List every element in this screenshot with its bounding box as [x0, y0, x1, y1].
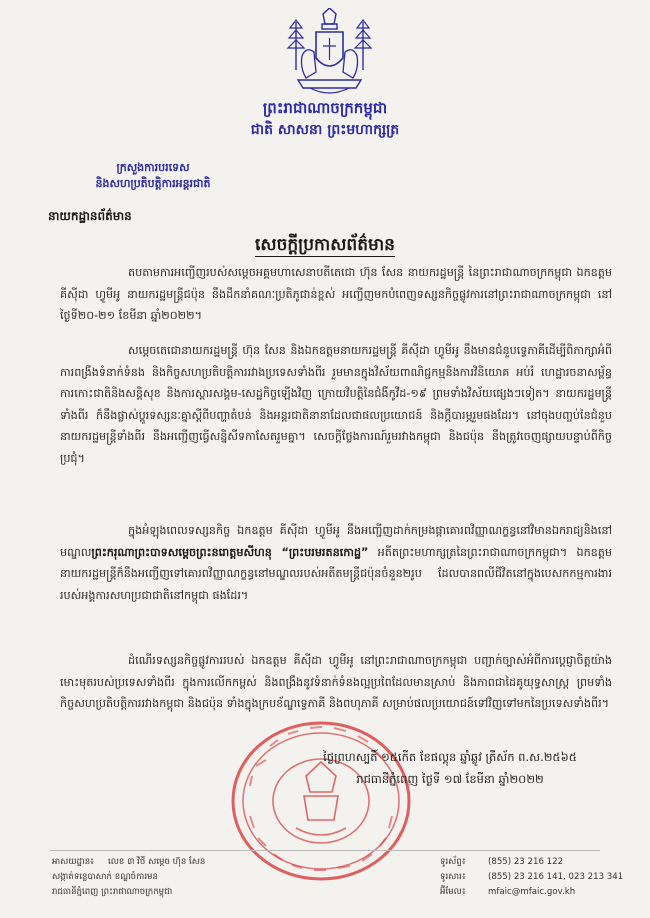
paragraph-2: [60, 340, 612, 510]
address-value: លេខ ៣ វិថី សម្តេច ហ៊ុន សែន: [108, 857, 206, 867]
paragraph-1: [60, 262, 612, 330]
phone-label: ទូរស័ព្ទ៖: [440, 857, 466, 867]
date-gregorian: រាជធានីភ្នំពេញ ថ្ងៃទី ១៧ ខែមីនា ឆ្នាំ២០២២: [356, 772, 544, 786]
department-name: នាយកដ្ឋានព័ត៌មាន: [48, 209, 132, 223]
paragraph-2-text: សម្តេចតេជោនាយករដ្ឋមន្ត្រី ហ៊ុន សែន និងឯកឧត្តមនាយករដ្ឋមន្ត្រី គីស៊ីដា ហ្វូមីអូ នឹងមានជំនួបទ្វេភាគីដើម្បីពិភាក្សាអំពីការពង្រឹងទំនាក់ទំនង និងកិច្ចសហប្រតិបត្តិការរវាងប្រទេសទាំងពីរ រួមមានក្នុងវិស័យពាណិជ្ជកម្មនិងការវិនិយោគ អប់រំ ហេដ្ឋារចនាសម្ព័ន្ធ ការកោះជាតិនិងសន្តិសុខ និងការស្តារសង្គម-សេដ្ឋកិច្ចឡើងវិញ ក្រោយវិបត្តិនៃជំងឺកូវីដ-១៩ ព្រមទាំងវិស័យផ្សេងៗទៀត។ នាយករដ្ឋមន្ត្រីទាំងពីរ ក៏នឹងផ្លាស់ប្តូរទស្សនៈគ្នាស្តីពីបញ្ហាតំបន់ និងអន្តរជាតិនានាដែលជាផលប្រយោជន៍ និងក្តីបារម្ភរួមផងដែរ។ នៅចុងបញ្ចប់នៃជំនួប នាយករដ្ឋមន្ត្រីទាំងពីរ នឹងអញ្ជើញធ្វើសន្និសីទកាសែតរួមគ្នា។ សេចក្តីថ្លែងការណ៍រួមរវាងកម្ពុជា និងជប៉ុន នឹងត្រូវចេញផ្សាយបន្ទាប់ពីកិច្ចប្រជុំ។: [60, 344, 612, 465]
footer-divider: [50, 850, 600, 851]
ministry-name-line1: ក្រសួងការបរទេស: [116, 161, 190, 174]
ministry-name: [38, 160, 268, 192]
document-title: [0, 234, 650, 259]
address-line-3: រាជធានីភ្នំពេញ ព្រះរាជាណាចក្រកម្ពុជា: [52, 887, 173, 897]
royal-coat-of-arms-icon: [282, 8, 377, 98]
phone-value: (855) 23 216 122: [488, 857, 564, 867]
paragraph-3: [60, 520, 612, 644]
email-label: អ៊ីមែល៖: [440, 887, 466, 897]
footer-contacts: [440, 855, 645, 900]
email-link[interactable]: mfaic@mfaic.gov.kh: [488, 887, 576, 897]
paragraph-1-text: តបតាមការអញ្ជើញរបស់សម្តេចអគ្គមហាសេនាបតីតេជោ ហ៊ុន សែន នាយករដ្ឋមន្ត្រី នៃព្រះរាជាណាចក្រកម្ពុជា ឯកឧត្តម គីស៊ីដា ហ្វូមីអូ នាយករដ្ឋមន្ត្រីជប៉ុន នឹងដឹកនាំគណៈប្រតិភូជាន់ខ្ពស់ អញ្ជើញមកបំពេញទស្សនកិច្ចផ្លូវការនៅព្រះរាជាណាចក្រកម្ពុជា នៅថ្ងៃទី២០-២១ ខែមីនា ឆ្នាំ២០២២។: [60, 266, 612, 323]
document-title-text: សេចក្តីប្រកាសព័ត៌មាន: [255, 235, 395, 255]
footer-address: [52, 855, 382, 900]
fax-label: ទូរសារ៖: [440, 872, 466, 882]
fax-value: (855) 23 216 141, 023 213 341: [488, 872, 624, 882]
paragraph-3-text-a: ក្នុងអំឡុងពេលទស្សនកិច្ច ឯកឧត្តម គីស៊ីដា ហ្វូមីអូ នឹងអញ្ជើញដាក់កម្រងផ្កាគោរពវិញ្ញាណក្ខន្ធនៅវិមានឯករាជ្យនិងនៅមណ្ឌល: [60, 524, 612, 559]
address-line-2: សង្កាត់ទន្លេបាសាក់ ខណ្ឌចំការមន: [52, 872, 158, 882]
address-label: អាសយដ្ឋាន៖: [52, 857, 94, 867]
date-lunar: ថ្ងៃព្រហស្បតិ៍ ១៥កើត ខែផល្គុន ឆ្នាំឆ្លូវ ត្រីស័ក ព.ស.២៥៦៥: [323, 750, 577, 764]
kingdom-title: ព្រះរាជាណាចក្រកម្ពុជា: [262, 99, 388, 117]
paragraph-4-text: ដំណើរទស្សនកិច្ចផ្លូវការរបស់ ឯកឧត្តម គីស៊ីដា ហ្វូមីអូ នៅព្រះរាជាណាចក្រកម្ពុជា បញ្ជាក់ច្បាស់អំពីការប្តេជ្ញាចិត្តយ៉ាងមោះមុតរបស់ប្រទេសទាំងពីរ ក្នុងការលើកកម្ពស់ និងពង្រឹងនូវទំនាក់ទំនងល្អប្រពៃដែលមានស្រាប់ និងភាពជាដៃគូយុទ្ធសាស្ត្រ ព្រមទាំងកិច្ចសហប្រតិបត្តិការរវាងកម្ពុជា និងជប៉ុន ទាំងក្នុងក្របខ័ណ្ឌទ្វេភាគី និងពហុភាគី សម្រាប់ផលប្រយោជន៍ទៅវិញទៅមកនៃប្រទេសទាំងពីរ។: [60, 654, 612, 711]
paragraph-3-royal-name: ព្រះករុណាព្រះបាទសម្តេចព្រះនរោត្តមសីហនុ “ព្រះបរមរតនកោដ្ឋ”: [91, 545, 369, 559]
ministry-name-line2: និងសហប្រតិបត្តិការអន្តរជាតិ: [95, 177, 211, 190]
paragraph-3-text-c: អតីតព្រះមហាក្សត្រនៃព្រះរាជាណាចក្រកម្ពុជា។ ឯកឧត្តមនាយករដ្ឋមន្ត្រីក៏នឹងអញ្ជើញទៅគោរពវិញ្ញាណក្ខន្ធនៅមណ្ឌលរបស់អតីតមន្ត្រីជប៉ុនចំនួន២រូប ដែលបានពលីជីវិតនៅក្នុងបេសកកម្មការងាររបស់អង្គការសហប្រជាជាតិនៅកម្ពុជា ផងដែរ។: [60, 545, 612, 602]
national-motto: ជាតិ សាសនា ព្រះមហាក្សត្រ: [250, 122, 400, 138]
